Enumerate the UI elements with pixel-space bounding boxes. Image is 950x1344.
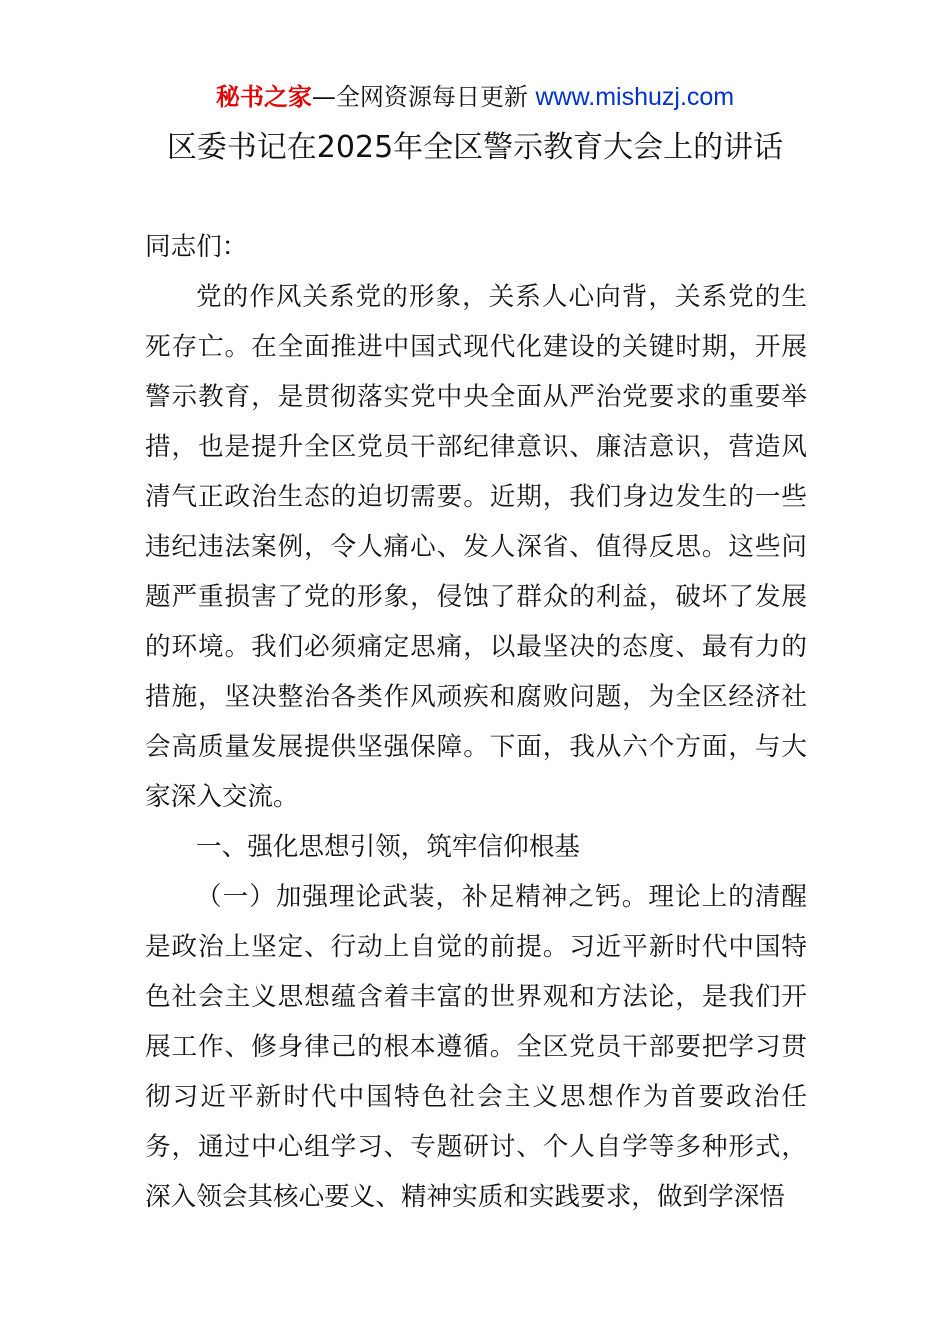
- brand-name: 秘书之家: [215, 83, 312, 111]
- paragraph-intro: 党的作风关系党的形象，关系人心向背，关系党的生死存亡。在全面推进中国式现代化建设的关键时期，开展警示教育，是贯彻落实党中央全面从严治党要求的重要举措，也是提升全区党员干部纪律意识、廉洁意识，营造风清气正政治生态的迫切需要。近期，我们身边发生的一些违纪违法案例，令人痛心、发人深省、值得反思。这些问题严重损害了党的形象，侵蚀了群众的利益，破坏了发展的环境。我们必须痛定思痛，以最坚决的态度、最有力的措施，坚决整治各类作风顽疾和腐败问题，为全区经济社会高质量发展提供坚强保障。下面，我从六个方面，与大家深入交流。: [145, 282, 807, 812]
- document-body: [145, 222, 807, 1222]
- salutation: 同志们：: [145, 232, 248, 262]
- document-title: 区委书记在2025年全区警示教育大会上的讲话: [166, 130, 784, 165]
- paragraph-subsection: （一）加强理论武装，补足精神之钙。理论上的清醒是政治上坚定、行动上自觉的前提。习近平新时代中国特色社会主义思想蕴含着丰富的世界观和方法论，是我们开展工作、修身律己的根本遵循。全区党员干部要把学习贯彻习近平新时代中国特色社会主义思想作为首要政治任务，通过中心组学习、专题研讨、个人自学等多种形式，深入领会其核心要义、精神实质和实践要求，做到学深悟: [145, 882, 807, 1212]
- site-tagline: —全网资源每日更新: [311, 83, 536, 111]
- site-url-link[interactable]: www.mishuzj.com: [535, 83, 735, 111]
- section-heading: 一、强化思想引领，筑牢信仰根基: [196, 832, 580, 862]
- site-header: [0, 80, 950, 114]
